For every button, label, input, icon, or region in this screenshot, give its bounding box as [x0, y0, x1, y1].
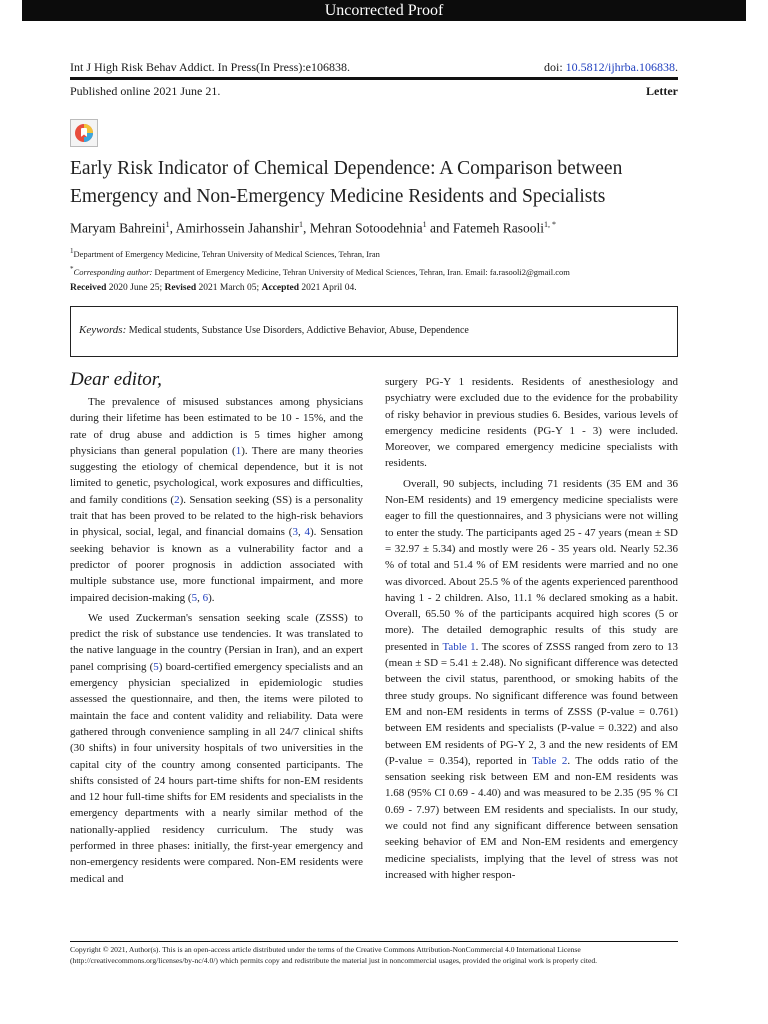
- body-text: ).: [208, 591, 215, 604]
- keywords-box: [70, 306, 678, 357]
- author-name: Mehran Sotoodehnia: [309, 220, 423, 236]
- author-affiliation-mark: 1, *: [543, 220, 556, 229]
- body-text: surgery PG-Y 1 residents. Residents of anesthesiology and psychiatry were excluded due to the evidence for the probability of risky behavior in previous studies 6. Besides, various levels of emergency medicine residents (PG-Y 1 - 3) were included. Moreover, we compared emergency medicine specialists with residents.: [385, 376, 678, 470]
- author-affiliation-mark: 1: [165, 220, 170, 229]
- doi-label: doi:: [544, 60, 563, 74]
- body-text: ). There are many theories suggesting the etiology of chemical dependence, but it is not limited to genetic, psychological, work exposures and difficulties, and family conditions (: [70, 444, 363, 506]
- body-paragraph: [385, 476, 678, 883]
- corresponding-author: *Corresponding author: Department of Emergency Medicine, Tehran University of Medical Sciences, Tehran, Iran. Email: fa.rasooli2@gmail.com: [70, 265, 570, 277]
- body-text: ) board-certified emergency specialists and an emergency physician specialized in epidemiologic studies assessed the questionnaire, and then, the items were piloted to maintain the face and content validity and reliability. Data were gathered through convenience sampling in all 24/7 clinical shifts (30 shifts) in four university hospitals of two universities in the capital city of the country among consented participants. The shifts consisted of 24 hours part-time shifts for non-EM residents and 12 hour full-time shifts for EM residents and specialists in the emergency departments with a nearly similar method of the nationally-applied residency curriculum. The study was performed in three phases: initially, the first-year emergency and non-emergency residents were compared. Non-EM residents were medical and: [70, 660, 363, 885]
- body-text: We used Zuckerman's sensation seeking scale (ZSSS) to predict the risk of substance use tendencies. It was translated to the native language in the country (Persian in Iran), and an expert panel comprising (: [70, 611, 363, 673]
- body-text: ). Sensation seeking behavior is known as a vulnerability factor and a predictor of poorer prognosis in addiction associated with multiple substance use, more functional impairment, and more impaired decision-making (: [70, 526, 363, 604]
- doi-end: .: [675, 60, 678, 74]
- body-text: ,: [297, 526, 305, 539]
- body-text: Overall, 90 subjects, including 71 residents (35 EM and 36 Non-EM residents) and 19 emergency medicine specialists were eager to fill the questionnaires, and 3 physicians were not willing to enter the study. The participants aged 25 - 47 years (mean ± SD = 32.97 ± 5.34) and mostly were 26 - 35 years old. Nearly 52.36 % of total and 51.4 % of EM residents were married and no one was divorced. About 25.5 % of the agents experienced parenthood having 1 - 2 children. Also, 11.1 % declared smoking as a habit. Overall, 65.50 % of the participants acquired high scores (5 or more). The detailed demographic results of this study are presented in: [385, 477, 678, 653]
- affiliation: $^1$Department of Emergency Medicine, Tehran University of Medical Sciences, Tehran, Iran: [70, 247, 380, 259]
- body-paragraph: [70, 610, 363, 887]
- citation-link[interactable]: 3: [292, 526, 298, 539]
- proof-banner: Uncorrected Proof: [22, 0, 746, 21]
- body-text: ,: [197, 591, 203, 604]
- body-text: . The scores of ZSSS ranged from zero to 13 (mean ± SD = 5.41 ± 2.48). No significant difference was detected between the civil status, parenthood, or smoking habits of the three study groups. No significant difference was found between EM and non-EM residents in terms of ZSSS (P-value = 0.761) between EM residents and specialists (P-value = 0.322) and also between EM residents of PG-Y 2, 3 and the new residents of EM (P-value = 0.354), reported in: [385, 640, 678, 767]
- keywords-label: Keywords:: [79, 324, 127, 336]
- article-type: Letter: [646, 84, 678, 98]
- body-text: The prevalence of misused substances among physicians during their lifetime has been estimated to be 10 - 15%, and the rate of drug abuse and addiction is 5 times higher among physicians than general population (: [70, 396, 363, 457]
- salutation: Dear editor,: [70, 369, 162, 390]
- author-name: Fatemeh Rasooli: [452, 220, 544, 236]
- author-separator: ,: [302, 220, 310, 236]
- published-date: Published online 2021 June 21.: [70, 84, 221, 98]
- author-separator: and: [426, 220, 453, 236]
- footer-rule: [70, 941, 678, 942]
- article-title: Early Risk Indicator of Chemical Dependence: A Comparison between Emergency and Non-Emergency Medicine Residents and Specialists: [70, 158, 623, 207]
- body-paragraph: [385, 374, 678, 472]
- citation-link[interactable]: Table 2: [532, 754, 568, 767]
- journal-reference: Int J High Risk Behav Addict. In Press(In Press):e106838.: [70, 60, 350, 74]
- author-name: Maryam Bahreini: [70, 220, 166, 236]
- citation-link[interactable]: 2: [174, 493, 180, 506]
- citation-link[interactable]: 1: [235, 444, 242, 457]
- left-column: [70, 394, 363, 887]
- author-list: [70, 220, 690, 237]
- author-affiliation-mark: 1: [422, 220, 427, 229]
- citation-link[interactable]: Table 1: [442, 640, 476, 653]
- citation-link[interactable]: 5: [191, 591, 198, 604]
- copyright-notice: Copyright © 2021, Author(s). This is an open-access article distributed under the terms of the Creative Commons Attribution-NonCommercial 4.0 International License (http://creativecommons.org/licenses/by-nc/4.0/) which permits copy and redistribute the material just in noncommercial usages, provided the original work is properly cited.: [70, 945, 598, 965]
- body-text: . The odds ratio of the sensation seeking risk between EM and non-EM residents was 1.68 (95% CI 0.69 - 4.40) and was measured to be 2.35 (95 % CI 0.69 - 7.97) between EM residents and specialists. In our study, we could not find any significant difference between sensation seeking behavior of EM and Non-EM residents and emergency medicine specialists, implying that the level of stress was not increased with higher respon-: [385, 754, 678, 881]
- author-name: Amirhossein Jahanshir: [175, 220, 299, 236]
- doi: [544, 60, 678, 75]
- author-separator: ,: [169, 220, 176, 236]
- doi-link[interactable]: 10.5812/ijhrba.106838: [565, 60, 675, 74]
- right-column: [385, 374, 678, 883]
- citation-link[interactable]: 6: [202, 591, 209, 604]
- body-paragraph: [70, 394, 363, 606]
- article-dates: Received 2020 June 25; Revised 2021 March 05; Accepted 2021 April 04.: [70, 283, 357, 293]
- header-rule: [70, 77, 678, 80]
- citation-link[interactable]: 4: [304, 526, 310, 539]
- body-text: ). Sensation seeking (SS) is a personality trait that has been proved to be related to the high-risk behaviors in physical, social, legal, and financial domains (: [70, 493, 363, 539]
- keywords-text: Medical students, Substance Use Disorders, Addictive Behavior, Abuse, Dependence: [126, 325, 469, 336]
- citation-link[interactable]: 5: [153, 660, 159, 673]
- author-affiliation-mark: 1: [298, 220, 303, 229]
- crossmark-icon[interactable]: [70, 119, 98, 147]
